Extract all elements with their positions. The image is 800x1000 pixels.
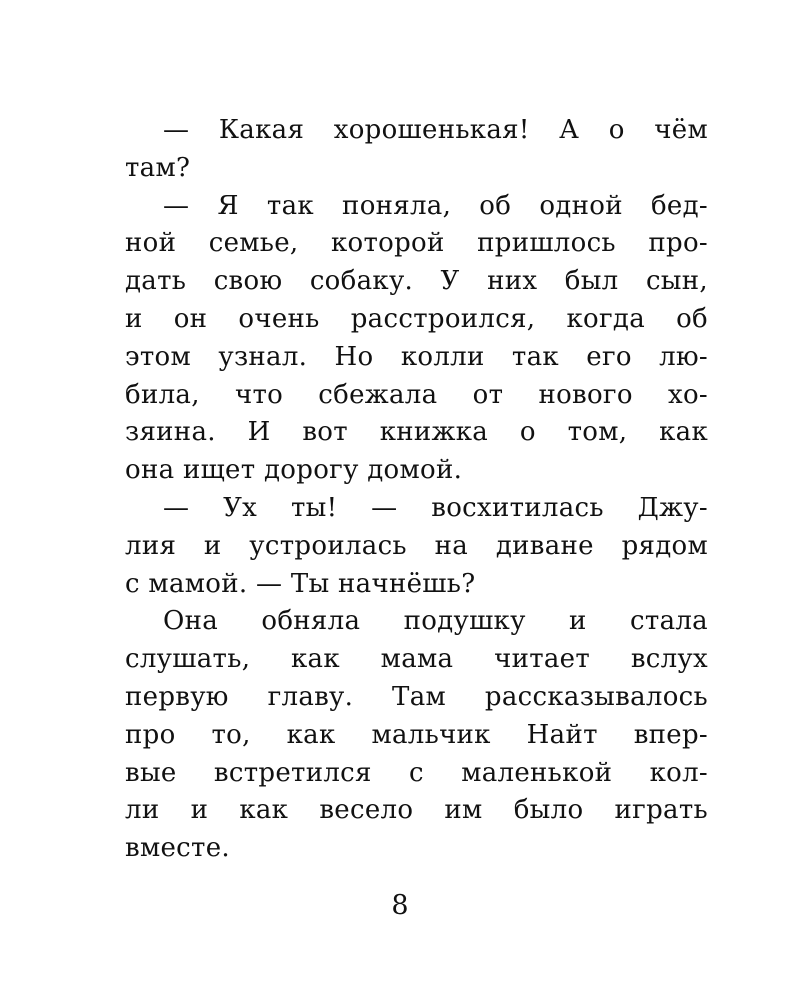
text-line: лия и устроилась на диване рядом [125,530,708,561]
text-line: первую главу. Там рассказывалось [125,681,708,712]
text-line: — Ух ты! — восхитилась Джу- [163,492,708,523]
text-line: этом узнал. Но колли так его лю- [125,341,708,372]
text-line: там? [125,152,191,183]
text-line: с мамой. — Ты начнёшь? [125,568,476,599]
text-line: про то, как мальчик Найт впер- [125,719,708,750]
text-line: дать свою собаку. У них был сын, [125,266,708,297]
page-number: 8 [391,890,409,921]
text-line: вые встретился с маленькой кол- [125,757,708,788]
text-line: — Какая хорошенькая! А о чём [163,115,708,145]
text-line: — Я так поняла, об одной бед- [163,190,708,221]
text-line: зяина. И вот книжка о том, как [125,417,708,448]
text-line: и он очень расстроился, когда об [125,303,708,334]
text-line: Она обняла подушку и стала [163,606,708,637]
text-line: слушать, как мама читает вслух [125,644,708,675]
body-text [125,112,708,868]
text-line: она ищет дорогу домой. [125,455,463,486]
text-line: вместе. [125,833,230,864]
text-line: ли и как весело им было играть [125,795,708,826]
text-line: ной семье, которой пришлось про- [125,228,708,259]
text-line: била, что сбежала от нового хо- [125,379,708,410]
